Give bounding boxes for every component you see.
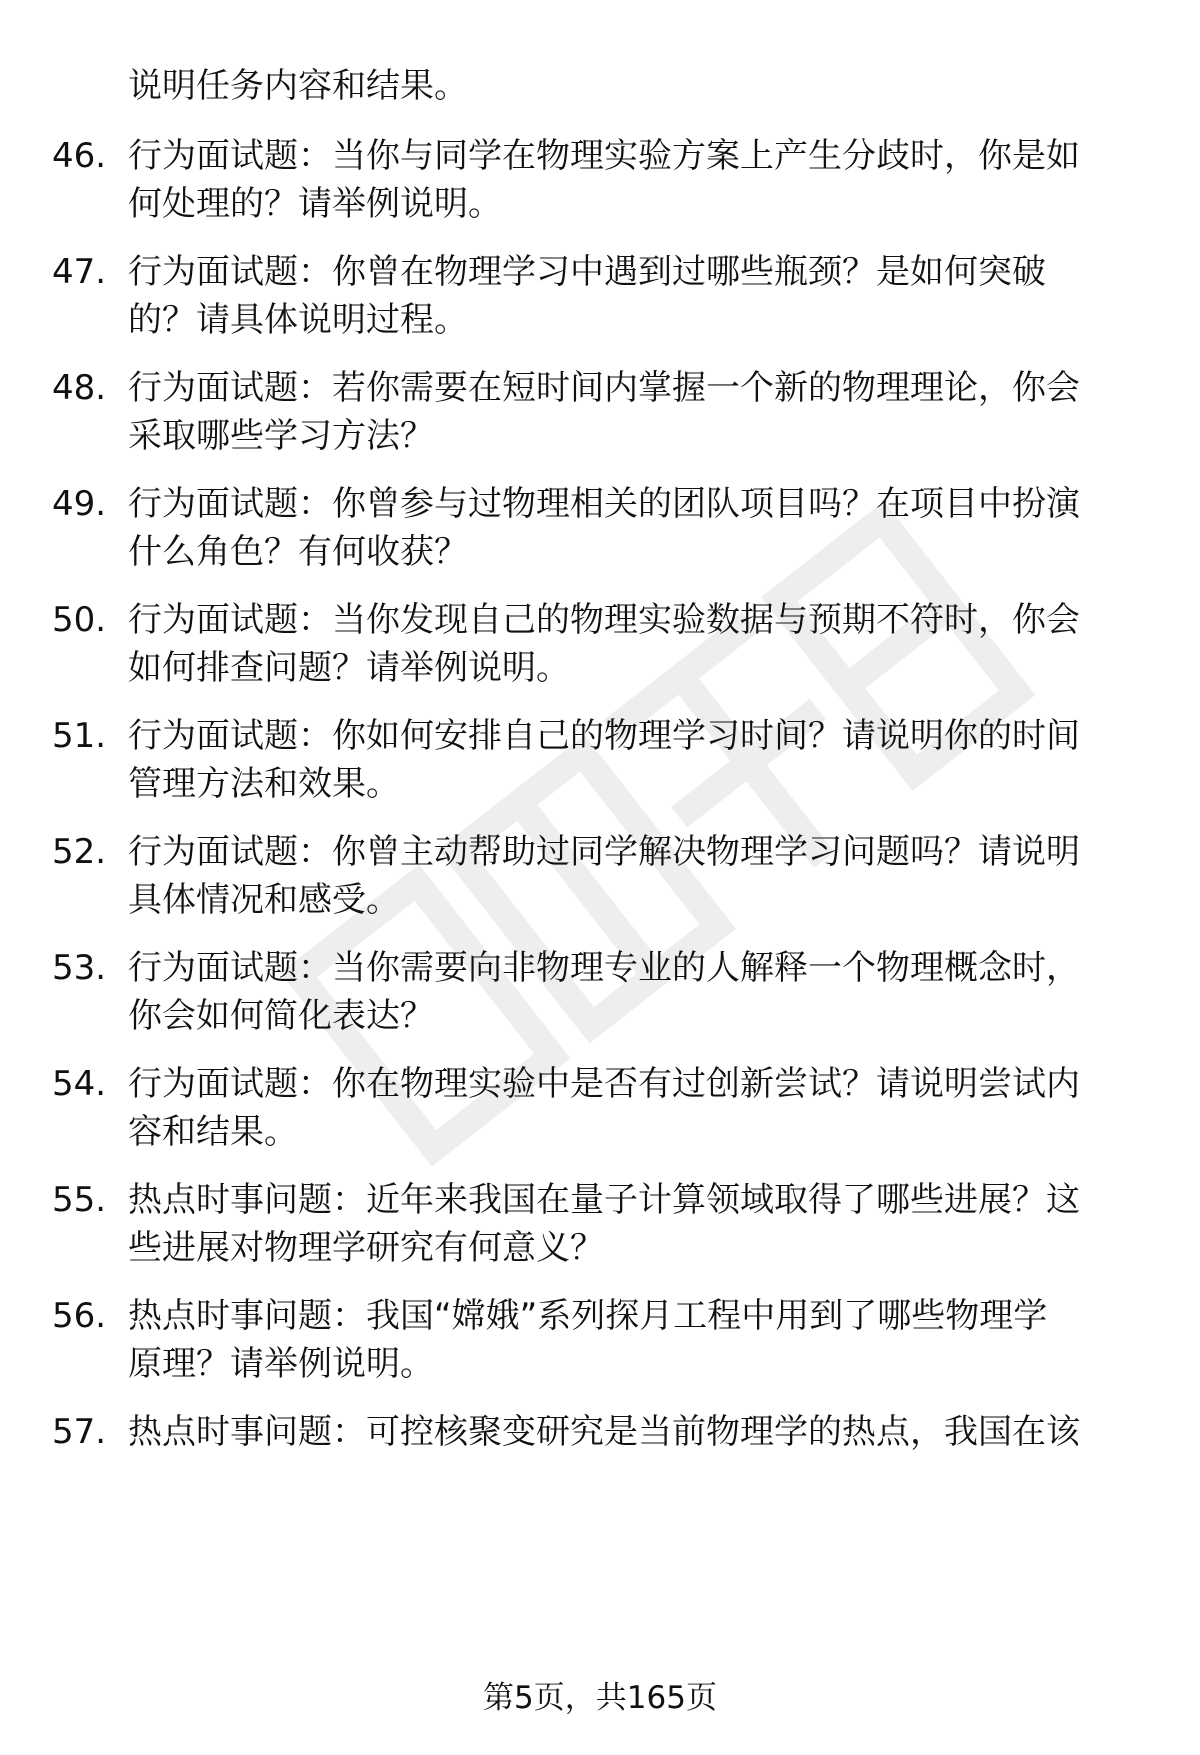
item-number: 55. bbox=[52, 1180, 107, 1220]
item-text-line-2: 原理？请举例说明。 bbox=[128, 1344, 434, 1384]
item-text-line-1: 热点时事问题：近年来我国在量子计算领域取得了哪些进展？这 bbox=[128, 1180, 1080, 1220]
item-number: 57. bbox=[52, 1412, 107, 1452]
item-text-line-1: 行为面试题：你在物理实验中是否有过创新尝试？请说明尝试内 bbox=[128, 1064, 1080, 1104]
item-number: 52. bbox=[52, 832, 107, 872]
item-number: 54. bbox=[52, 1064, 107, 1104]
item-text-line-2: 些进展对物理学研究有何意义？ bbox=[128, 1228, 604, 1268]
item-number: 46. bbox=[52, 136, 107, 176]
item-text-line-2: 采取哪些学习方法？ bbox=[128, 416, 434, 456]
item-text-line-1: 热点时事问题：我国“嫦娥”系列探月工程中用到了哪些物理学 bbox=[128, 1296, 1048, 1336]
item-number: 49. bbox=[52, 484, 107, 524]
item-text-line-1: 热点时事问题：可控核聚变研究是当前物理学的热点，我国在该 bbox=[128, 1412, 1080, 1452]
item-text-line-1: 行为面试题：你曾主动帮助过同学解决物理学习问题吗？请说明 bbox=[128, 832, 1080, 872]
item-number: 50. bbox=[52, 600, 107, 640]
item-text-line-1: 行为面试题：若你需要在短时间内掌握一个新的物理理论，你会 bbox=[128, 368, 1080, 408]
item-text-line-2: 容和结果。 bbox=[128, 1112, 298, 1152]
item-text-line-2: 管理方法和效果。 bbox=[128, 764, 400, 804]
item-text-line-2: 什么角色？有何收获？ bbox=[128, 532, 468, 572]
item-number: 53. bbox=[52, 948, 107, 988]
item-number: 48. bbox=[52, 368, 107, 408]
item-text-line-2: 的？请具体说明过程。 bbox=[128, 300, 468, 340]
item-text-line-2: 你会如何简化表达？ bbox=[128, 996, 434, 1036]
continuation-text: 说明任务内容和结果。 bbox=[128, 66, 468, 106]
item-text-line-2: 何处理的？请举例说明。 bbox=[128, 184, 502, 224]
item-number: 51. bbox=[52, 716, 107, 756]
item-text-line-1: 行为面试题：当你与同学在物理实验方案上产生分歧时，你是如 bbox=[128, 136, 1080, 176]
item-text-line-1: 行为面试题：你曾在物理学习中遇到过哪些瓶颈？是如何突破 bbox=[128, 252, 1046, 292]
item-text-line-1: 行为面试题：当你需要向非物理专业的人解释一个物理概念时， bbox=[128, 948, 1080, 988]
item-text-line-1: 行为面试题：你曾参与过物理相关的团队项目吗？在项目中扮演 bbox=[128, 484, 1080, 524]
item-text-line-2: 如何排查问题？请举例说明。 bbox=[128, 648, 570, 688]
item-text-line-1: 行为面试题：当你发现自己的物理实验数据与预期不符时，你会 bbox=[128, 600, 1080, 640]
item-number: 47. bbox=[52, 252, 107, 292]
item-text-line-1: 行为面试题：你如何安排自己的物理学习时间？请说明你的时间 bbox=[128, 716, 1080, 756]
item-text-line-2: 具体情况和感受。 bbox=[128, 880, 400, 920]
item-number: 56. bbox=[52, 1296, 107, 1336]
page-footer: 第5页，共165页 bbox=[483, 1680, 717, 1716]
